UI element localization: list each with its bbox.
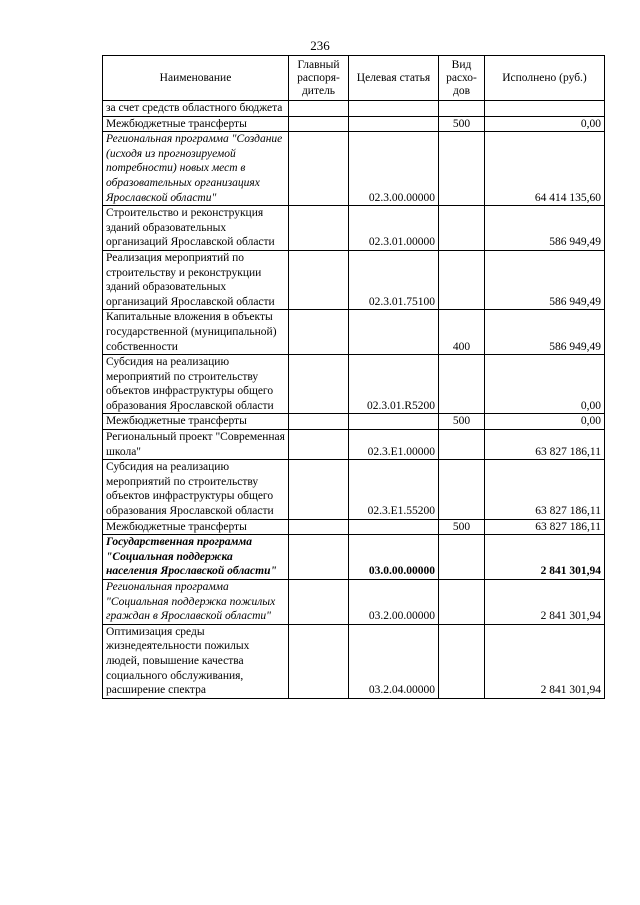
row-name: Субсидия на реализацию мероприятий по строительству объектов инфраструктуры общего образования Ярославской области xyxy=(103,460,289,519)
budget-table xyxy=(102,55,605,699)
row-type xyxy=(439,132,485,206)
row-type xyxy=(439,580,485,625)
row-name: Межбюджетные трансферты xyxy=(103,519,289,535)
table-row xyxy=(103,310,605,355)
row-article: 03.2.04.00000 xyxy=(349,624,439,698)
row-executed: 2 841 301,94 xyxy=(485,535,605,580)
table-row xyxy=(103,414,605,430)
header-article: Целевая статья xyxy=(349,56,439,101)
row-executed: 0,00 xyxy=(485,355,605,414)
table-row xyxy=(103,116,605,132)
row-article xyxy=(349,310,439,355)
row-article xyxy=(349,519,439,535)
row-executed: 586 949,49 xyxy=(485,310,605,355)
row-article: 03.0.00.00000 xyxy=(349,535,439,580)
row-article xyxy=(349,101,439,117)
row-name: Межбюджетные трансферты xyxy=(103,414,289,430)
row-admin xyxy=(289,430,349,460)
header-executed: Исполнено (руб.) xyxy=(485,56,605,101)
row-admin xyxy=(289,101,349,117)
row-article xyxy=(349,414,439,430)
row-name: Межбюджетные трансферты xyxy=(103,116,289,132)
row-article: 02.3.01.00000 xyxy=(349,206,439,251)
row-admin xyxy=(289,624,349,698)
table-row xyxy=(103,206,605,251)
row-executed: 64 414 135,60 xyxy=(485,132,605,206)
table-row xyxy=(103,430,605,460)
row-type: 500 xyxy=(439,116,485,132)
row-admin xyxy=(289,519,349,535)
row-admin xyxy=(289,250,349,309)
row-type: 500 xyxy=(439,414,485,430)
table-header-row xyxy=(103,56,605,101)
row-name: Региональная программа "Создание (исходя из прогнозируемой потребности) новых мест в образовательных организациях Ярославской области" xyxy=(103,132,289,206)
table-row xyxy=(103,101,605,117)
row-name: Капитальные вложения в объекты государственной (муниципальной) собственности xyxy=(103,310,289,355)
row-executed: 63 827 186,11 xyxy=(485,519,605,535)
table-row xyxy=(103,519,605,535)
row-name: Государственная программа "Социальная поддержка населения Ярославской области" xyxy=(103,535,289,580)
row-type xyxy=(439,535,485,580)
row-article: 02.3.E1.00000 xyxy=(349,430,439,460)
table-row xyxy=(103,624,605,698)
row-admin xyxy=(289,206,349,251)
row-type xyxy=(439,206,485,251)
row-type: 500 xyxy=(439,519,485,535)
table-row xyxy=(103,355,605,414)
row-name: Субсидия на реализацию мероприятий по строительству объектов инфраструктуры общего образования Ярославской области xyxy=(103,355,289,414)
header-type: Вид расхо-дов xyxy=(439,56,485,101)
table-row xyxy=(103,460,605,519)
row-article: 02.3.00.00000 xyxy=(349,132,439,206)
row-article xyxy=(349,116,439,132)
row-executed xyxy=(485,101,605,117)
row-type xyxy=(439,101,485,117)
header-admin: Главный распоря-дитель xyxy=(289,56,349,101)
table-row xyxy=(103,580,605,625)
row-name: Региональная программа "Социальная поддержка пожилых граждан в Ярославской области" xyxy=(103,580,289,625)
row-executed: 0,00 xyxy=(485,414,605,430)
table-row xyxy=(103,535,605,580)
row-admin xyxy=(289,355,349,414)
table-row xyxy=(103,132,605,206)
row-executed: 63 827 186,11 xyxy=(485,460,605,519)
row-admin xyxy=(289,310,349,355)
row-article: 02.3.01.75100 xyxy=(349,250,439,309)
row-admin xyxy=(289,132,349,206)
row-executed: 2 841 301,94 xyxy=(485,624,605,698)
row-executed: 63 827 186,11 xyxy=(485,430,605,460)
row-type xyxy=(439,624,485,698)
row-name: Реализация мероприятий по строительству и реконструкции зданий образовательных организаций Ярославской области xyxy=(103,250,289,309)
row-article: 02.3.01.R5200 xyxy=(349,355,439,414)
row-type xyxy=(439,430,485,460)
row-name: Оптимизация среды жизнедеятельности пожилых людей, повышение качества социального обслуживания, расширение спектра xyxy=(103,624,289,698)
row-article: 03.2.00.00000 xyxy=(349,580,439,625)
table-body xyxy=(103,101,605,699)
row-type xyxy=(439,460,485,519)
row-executed: 0,00 xyxy=(485,116,605,132)
row-admin xyxy=(289,580,349,625)
row-type xyxy=(439,355,485,414)
row-executed: 2 841 301,94 xyxy=(485,580,605,625)
row-name: Региональный проект "Современная школа" xyxy=(103,430,289,460)
row-executed: 586 949,49 xyxy=(485,206,605,251)
row-type xyxy=(439,250,485,309)
row-admin xyxy=(289,460,349,519)
row-executed: 586 949,49 xyxy=(485,250,605,309)
row-admin xyxy=(289,116,349,132)
row-admin xyxy=(289,414,349,430)
page-number: 236 xyxy=(310,38,330,53)
row-name: за счет средств областного бюджета xyxy=(103,101,289,117)
header-name: Наименование xyxy=(103,56,289,101)
row-name: Строительство и реконструкция зданий образовательных организаций Ярославской области xyxy=(103,206,289,251)
row-article: 02.3.E1.55200 xyxy=(349,460,439,519)
row-admin xyxy=(289,535,349,580)
table-row xyxy=(103,250,605,309)
row-type: 400 xyxy=(439,310,485,355)
